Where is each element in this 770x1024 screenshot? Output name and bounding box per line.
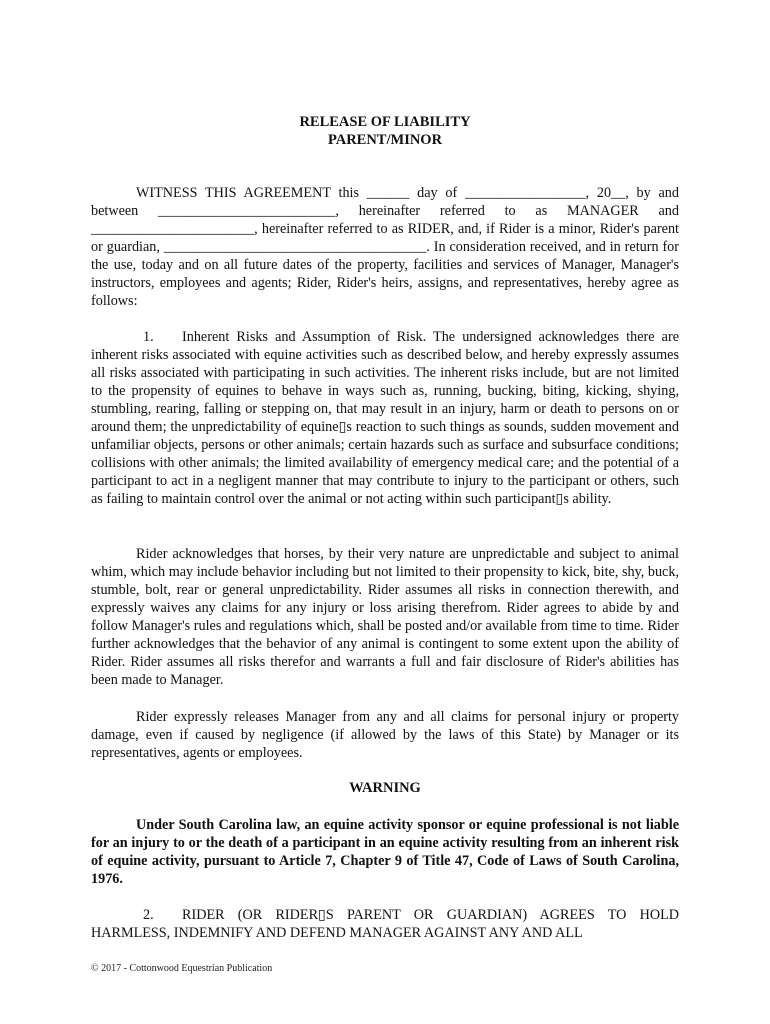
rider-acknowledgement-paragraph: Rider acknowledges that horses, by their very nature are unpredictable and subject to animal whim, which may include behavior including but not limited to their propensity to kick, bite, shy, buck, stumble, bolt, rear or general unpredictability. Rider assumes all risks in connection therewith, and expressly waives any claims for any injury or loss arising therefrom. Rider agrees to abide by and follow Manager's rules and regulations which, shall be posted and/or available from time to time. Rider further acknowledges that the behavior of any animal is contingent to some extent upon the ability of Rider. Rider assumes all risks therefor and warrants a full and fair disclosure of Rider's abilities has been made to Manager. [91,546,679,688]
copyright-footer: © 2017 - Cottonwood Equestrian Publication [91,963,273,974]
document-subtitle: PARENT/MINOR [327,132,443,148]
warning-text: Under South Carolina law, an equine activity sponsor or equine professional is not liable for an injury to or the death of a participant in an equine activity resulting from an inherent risk of equine activity, pursuant to Article 7, Chapter 9 of Title 47, Code of Laws of South Carolina, 1976. [91,817,679,887]
release-paragraph: Rider expressly releases Manager from any and all claims for personal injury or property damage, even if caused by negligence (if allowed by the laws of this State) by Manager or its representatives, agents or employees. [91,709,679,761]
document-title: RELEASE OF LIABILITY [299,114,471,130]
section-1-inherent-risks: 1. Inherent Risks and Assumption of Risk. The undersigned acknowledges there are inherent risks associated with equine activities such as described below, and hereby expressly assumes all risks associated with participating in such activities. The inherent risks include, but are not limited to the propensity of equines to behave in ways such as, running, bucking, biting, kicking, shying, stumbling, rearing, falling or stepping on, that may result in an injury, harm or death to persons on or around them; the unpredictability of equine▯s reaction to such things as sounds, sudden movement and unfamiliar objects, persons or other animals; certain hazards such as surface and subsurface conditions; collisions with other animals; the limited availability of emergency medical care; and the potential of a participant to act in a negligent manner that may contribute to injury to the participant or others, such as failing to maintain control over the animal or not acting within such participant▯s ability. [91,329,679,507]
warning-heading: WARNING [349,780,421,796]
section-2-hold-harmless: 2. RIDER (OR RIDER▯S PARENT OR GUARDIAN) AGREES TO HOLD HARMLESS, INDEMNIFY AND DEFEND MANAGER AGAINST ANY AND ALL [91,907,679,941]
witness-paragraph: WITNESS THIS AGREEMENT this ______ day of _________________, 20__, by and between _________________________, hereinafter referred to as MANAGER and _______________________, hereinafter referred to as RIDER, and, if Rider is a minor, Rider's parent or guardian, _____________________________________. In consideration received, and in return for the use, today and on all future dates of the property, facilities and services of Manager, Manager's instructors, employees and agents; Rider, Rider's heirs, assigns, and representatives, hereby agree as follows: [91,185,679,309]
